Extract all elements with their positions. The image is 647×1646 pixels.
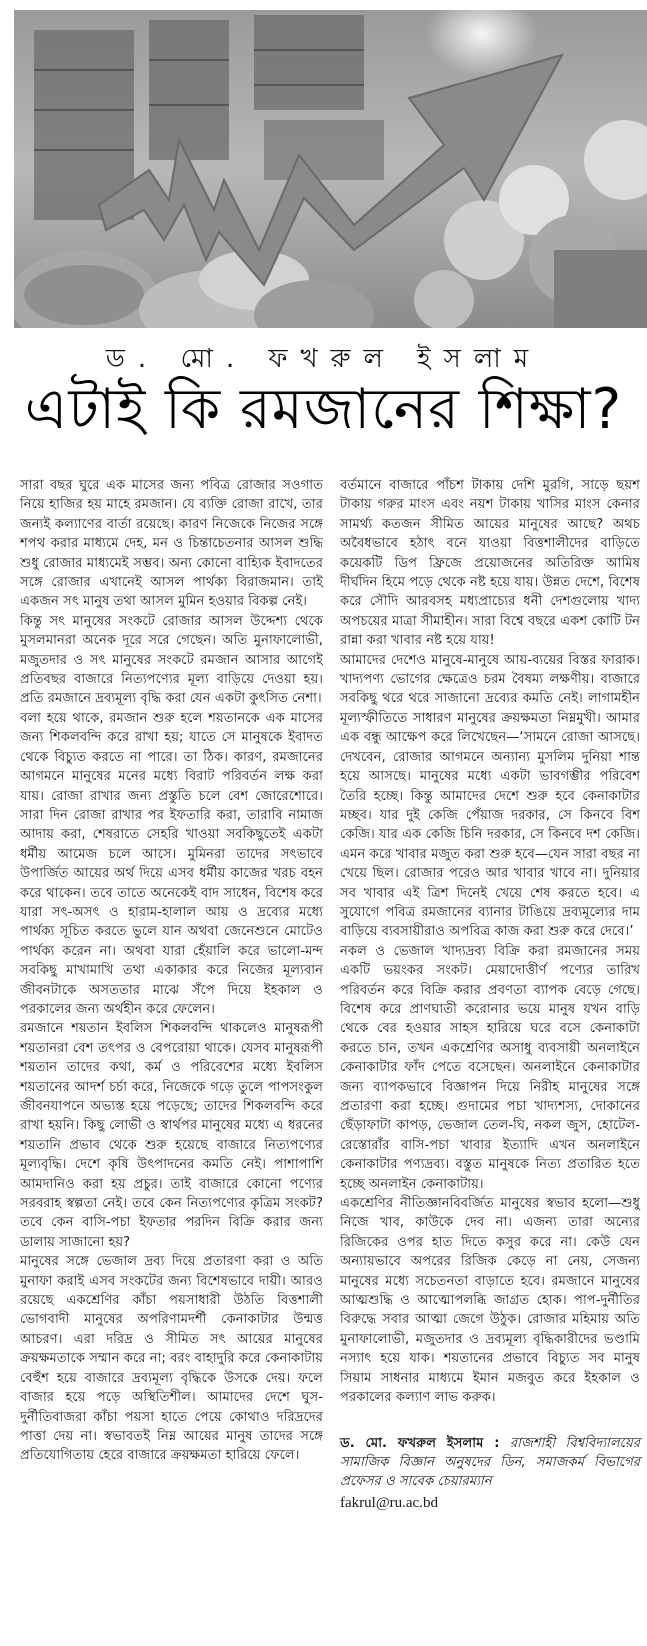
hero-image <box>14 10 647 328</box>
bio-author-name: ড. মো. ফখরুল ইসলাম : <box>340 1435 500 1451</box>
paragraph: আমাদের দেশেও মানুষে-মানুষে আয়-ব্যয়ের বিস্তর ফারাক। খাদ্যপণ্য ভোগের ক্ষেত্রেও চরম বৈষম্য লক্ষণীয়। বাজারে সবকিছু থরে থরে সাজানো দ্রব্যের কমতি নেই। লাগামহীন মূল্যস্ফীতিতে সাধারণ মানুষের ক্রয়ক্ষমতা নিম্নমুখী। আমার এক বন্ধু আক্ষেপ করে লিখেছেন—‘সামনে রোজা আসছে। দেখবেন, রোজার আগমনে অন্যান্য মুসলিম দুনিয়া শান্ত হয়ে আসছে। মানুষের মধ্যে একটা ভাবগম্ভীর পরিবেশ তৈরি হচ্ছে। কিন্তু আমাদের দেশে শুরু হবে কেনাকাটার মচ্ছব। যার দুই কেজি পেঁয়াজ দরকার, সে কিনবে বিশ কেজি। যার এক কেজি চিনি দরকার, সে কিনবে দশ কেজি। এমন করে খাবার মজুত করা শুরু হবে—যেন সারা বছর না খেয়ে ছিল। রোজার পরেও আর খাবার খাবে না। দুনিয়ার সব খাবার এই ত্রিশ দিনেই খেয়ে শেষ করতে হবে। এ সুযোগে পবিত্র রমজানের ব্যানার টাঙিয়ে দ্রব্যমূল্যের দাম বাড়িয়ে ব্যবসায়ীরাও অপবিত্র কাজ করা শুরু করে দেবে।’ <box>340 652 640 940</box>
article-title: এটাই কি রমজানের শিক্ষা? <box>24 377 623 442</box>
article-column-left <box>20 476 323 1466</box>
paragraph: সারা বছর ঘুরে এক মাসের জন্য পবিত্র রোজার সওগাত নিয়ে হাজির হয় মাহে রমজান। যে ব্যক্তি রোজা রাখে, তার জন্যই কল্যাণের বার্তা রয়েছে। কারণ নিজেকে নিজের সঙ্গে শপথ করার মাধ্যমে দেহ, মন ও চিন্তাচেতনার আসল শুদ্ধি শুধু রোজার মাধ্যমেই সম্ভব। অন্য কোনো বাহ্যিক ইবাদতের সঙ্গে রোজার এখানেই আসল পার্থক্য বিরাজমান। তাই একজন সৎ মানুষ তথা আসল মুমিন হওয়ার বিকল্প নেই। <box>20 478 323 610</box>
author-bio <box>340 1434 640 1514</box>
paragraph: একশ্রেণির নীতিজ্ঞানবিবর্জিত মানুষের স্বভাব হলো—শুধু নিজে খাব, কাউকে দেব না। এজন্য তারা অন্যের রিজিকের ওপর হাত দিতে কসুর করে না। কেউ যেন অন্যায়ভাবে অপরের রিজিক কেড়ে না নেয়, সেজন্য মানুষের মধ্যে সচেতনতা বাড়াতে হবে। রমজানে মানুষের আত্মশুদ্ধি ও আত্মোপলব্ধি জাগ্রত হোক। পাপ-দুর্নীতির বিরুদ্ধে সবার আত্মা জেগে উঠুক। রোজার মহিমায় অতি মুনাফালোভী, মজুতদার ও দ্রব্যমূল্য বৃদ্ধিকারীদের ভণ্ডামি নস্যাৎ হয়ে যাক। শয়তানের প্রভাবে বিচ্যুত সব মানুষ সিয়াম সাধনার মাধ্যমে ইমান মজবুত করে ইহকাল ও পরকালের কল্যাণ লাভ করুক। <box>340 1196 640 1406</box>
author-email-link[interactable]: fakrul@ru.ac.bd <box>340 1494 438 1511</box>
paragraph: নকল ও ভেজাল খাদ্যদ্রব্য বিক্রি করা রমজানের সময় একটি ভয়ংকর সংকট। মেয়াদোত্তীর্ণ পণ্যের তারিখ পরিবর্তন করে বিক্রি করার প্রবণতা ব্যাপক বেড়ে গেছে। বিশেষ করে প্রাণঘাতী করোনার ভয়ে মানুষ যখন বাড়ি থেকে বের হওয়ার সাহস হারিয়ে ঘরে বসে কেনাকাটা করতে চান, তখন একশ্রেণির অসাধু ব্যবসায়ী অনলাইনে কেনাকাটার ফাঁদ পেতে বসেছেন। অনলাইনে কেনাকাটার জন্য ব্যাপকভাবে বিজ্ঞাপন দিয়ে নিরীহ মানুষের সঙ্গে প্রতারণা করা হচ্ছে। গুদামের পচা খাদ্যশস্য, দোকানের ছেঁড়াফাটা কাপড়, ভেজাল তেল-ঘি, নকল জুস, হোটেল-রেস্তোরাঁর বাসি-পচা খাবার ইত্যাদি এখন অনলাইনে কেনাকাটার পণ্যদ্রব্য। বস্তুত মানুষকে নিত্য প্রতারিত হতে হচ্ছে অনলাইন কেনাকাটায়। <box>340 943 640 1192</box>
market-price-rise-illustration <box>14 10 647 328</box>
paragraph: বলা হয়ে থাকে, রমজান শুরু হলে শয়তানকে এক মাসের জন্য শিকলবন্দি করে রাখা হয়; যাতে সে মানুষকে ইবাদত থেকে বিচ্যুত করতে না পারে। তা ঠিক। কারণ, রমজানের আগমনে মানুষের মনের মধ্যে বিরাট পরিবর্তন লক্ষ করা যায়। রোজা রাখার জন্য প্রস্তুতি চলে বেশ জোরেশোরে। সারা দিন রোজা রাখার পর ইফতারি করা, তারাবি নামাজ আদায় করা, শেষরাতে সেহরি খাওয়া সবকিছুতেই একটা ধর্মীয় আমেজ চলে আসে। মুমিনরা তাদের সৎভাবে উপার্জিত আয়ের অর্থ দিয়ে এসব ধর্মীয় কাজের খরচ বহন করে থাকেন। তবে তাতে অনেকেই বাদ সাধেন, বিশেষ করে যারা সৎ-অসৎ ও হারাম-হালাল আয় ও দ্রব্যের মধ্যে পার্থক্য সূচিত করতে ভুলে যান অথবা জেনেশুনে মোটেও পার্থক্য করেন না। অথবা যারা হেঁয়ালি করে ভালো-মন্দ সবকিছু মাখামাখি তথা একাকার করে নিজের মূল্যবান জীবনটাকে অসততার মাঝে সঁপে দিয়ে ইহকাল ও পরকালের জন্য অর্থহীন করে ফেলেন। <box>20 710 323 1017</box>
paragraph: বর্তমানে বাজারে পাঁচশ টাকায় দেশি মুরগি, সাড়ে ছয়শ টাকায় গরুর মাংস এবং নয়শ টাকায় খাসির মাংস কেনার সামর্থ্য কতজন সীমিত আয়ের মানুষের আছে? অথচ অবৈধভাবে হঠাৎ বনে যাওয়া বিত্তশালীদের বাড়িতে কয়েকটি ডিপ ফ্রিজে প্রয়োজনের অতিরিক্ত আমিষ দীর্ঘদিন হিমে পড়ে থেকে নষ্ট হয়ে যায়। উন্নত দেশে, বিশেষ করে সৌদি আরবসহ মধ্যপ্রাচ্যের ধনী দেশগুলোয় খাদ্য অপচয়ের মাত্রা সীমাহীন। সারা বিশ্বে বছরে একশ কোটি টন রান্না করা খাবার নষ্ট হয়ে যায়! <box>340 478 640 649</box>
paragraph: রমজানে শয়তান ইবলিস শিকলবন্দি থাকলেও মানুষরূপী শয়তানরা বেশ তৎপর ও বেপরোয়া থাকে। যেসব মানুষরূপী শয়তান তাদের কথা, কর্ম ও পরিবেশের মধ্যে ইবলিস শয়তানের আদর্শ চর্চা করে, নিজেকে গড়ে তুলে পাপসংকুল জীবনযাপনে অভ্যস্ত হয়ে পড়েছে; তাদের শিকলবন্দি করে রাখা হয়নি। কিছু লোভী ও স্বার্থপর মানুষের মধ্যে এ ধরনের শয়তানি প্রভাব থেকে শুরু হয়েছে বাজারে নিত্যপণ্যের মূল্যবৃদ্ধি। দেশে কৃষি উৎপাদনের কমতি নেই। পাশাপাশি আমদানিও করা হয় প্রচুর। তাই বাজারে কোনো পণ্যের সরবরাহ স্বল্পতা নেই। তবে কেন নিত্যপণ্যের কৃত্রিম সংকট? তবে কেন বাসি-পচা ইফতার পরদিন বিক্রি করার জন্য ডালায় সাজানো হয়? <box>20 1021 323 1250</box>
bio-author-role: রাজশাহী বিশ্ববিদ্যালয়ের সামাজিক বিজ্ঞান অনুষদের ডিন, সমাজকর্ম বিভাগের প্রফেসর ও সাবেক চেয়ারম্যান <box>340 1435 640 1490</box>
article-column-right <box>340 476 640 1513</box>
paragraph: কিন্তু সৎ মানুষের সংকটে রোজার আসল উদ্দেশ্য থেকে মুসলমানরা অনেক দূরে সরে গেছেন। অতি মুনাফালোভী, মজুতদার ও সৎ মানুষের সংকটে রমজান আসার আগেই প্রতিবছর বাজারে নিত্যপণ্যের মূল্য বাড়িয়ে দেওয়া হয়। প্রতি রমজানে দ্রব্যমূল্য বৃদ্ধি করা যেন একটা কুৎসিত নেশা। <box>20 613 323 707</box>
paragraph: মানুষের সঙ্গে ভেজাল দ্রব্য দিয়ে প্রতারণা করা ও অতি মুনাফা করাই এসব সংকটের জন্য বিশেষভাবে দায়ী। আরও রয়েছে একশ্রেণির কাঁচা পয়সাধারী উঠতি বিত্তশালী ভোগবাদী মানুষের অপরিণামদর্শী কেনাকাটার উন্মত্ত আচরণ। এরা দরিদ্র ও সীমিত সৎ আয়ের মানুষের ক্রয়ক্ষমতাকে সম্মান করে না; বরং বাহাদুরি করে কেনাকাটায় বেহুঁশ হয়ে বাজারে দ্রব্যমূল্য বৃদ্ধিকে উসকে দেয়। ফলে বাজার হয়ে পড়ে অস্থিতিশীল। আমাদের দেশে ঘুস-দুর্নীতিবাজরা কাঁচা পয়সা হাতে পেয়ে কোথাও দরিদ্রদের পাত্তা দেয় না। স্বভাবতই নিম্ন আয়ের মানুষ তাদের সঙ্গে প্রতিযোগিতায় হেরে বাজারে ক্রয়ক্ষমতা হারিয়ে ফেলে। <box>20 1254 323 1464</box>
author-byline: ড. মো. ফখরুল ইসলাম <box>105 344 542 374</box>
